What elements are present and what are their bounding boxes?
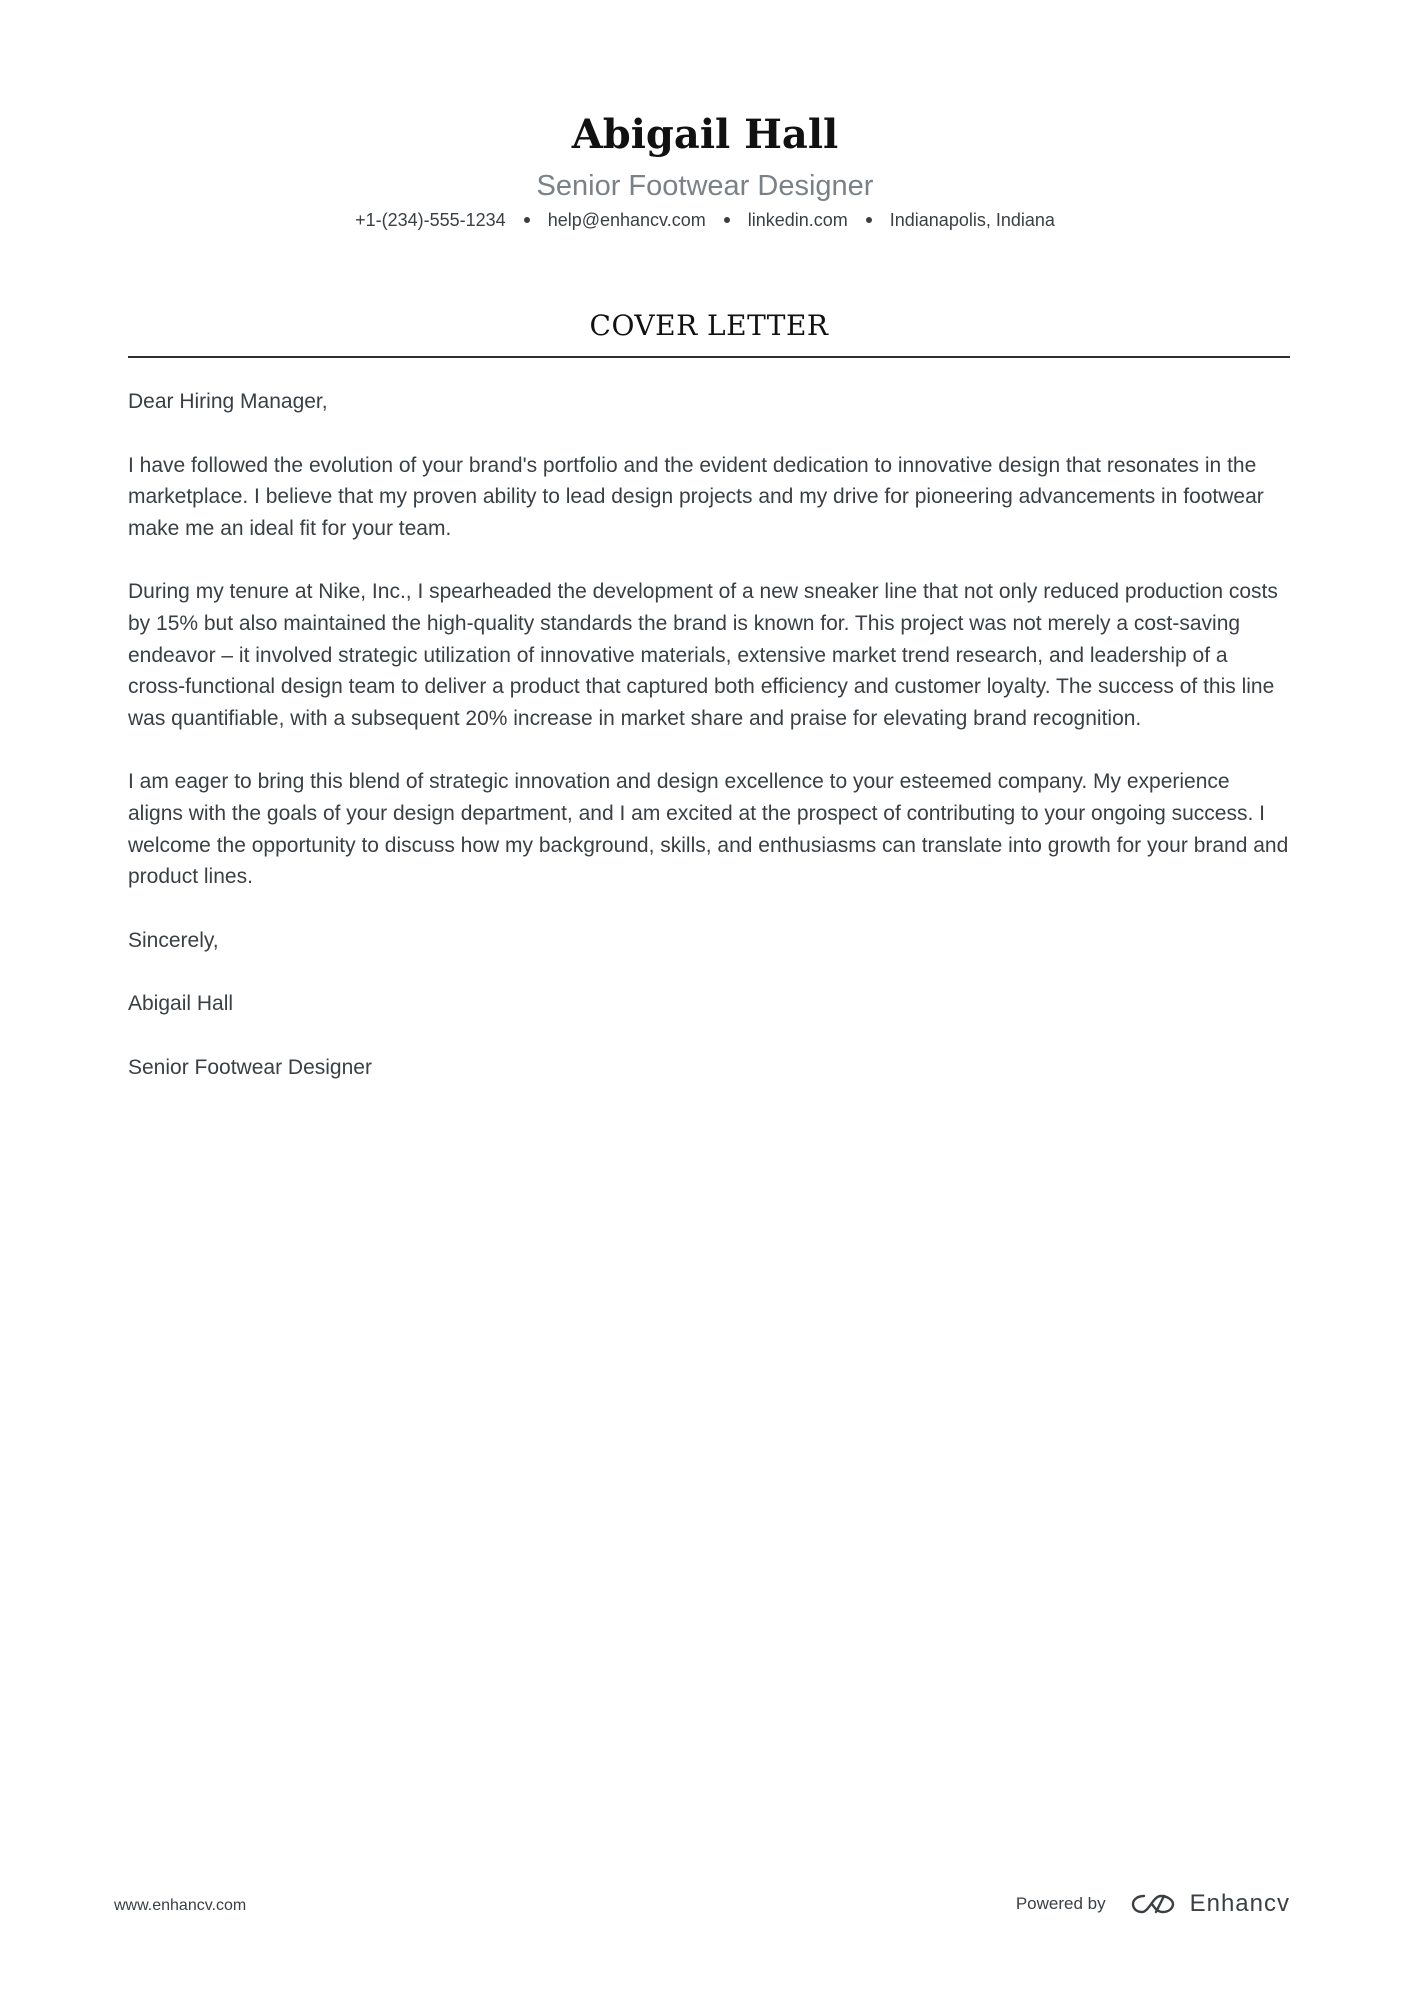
- letter-body: [128, 386, 1290, 1116]
- letter-paragraph: I am eager to bring this blend of strategic innovation and design excellence to your esteemed company. My experience aligns with the goals of your design department, and I am excited at the prospect of contributing to your ongoing success. I welcome the opportunity to discuss how my background, skills, and enthusiasms can translate into growth for your brand and product lines.: [128, 770, 1289, 889]
- footer-branding: [1016, 1890, 1290, 1918]
- applicant-name: Abigail Hall: [571, 111, 839, 158]
- contact-phone: +1-(234)-555-1234: [355, 210, 506, 230]
- applicant-title: Senior Footwear Designer: [536, 170, 874, 202]
- closing: Sincerely,: [128, 928, 219, 952]
- footer-website: www.enhancv.com: [114, 1897, 247, 1914]
- bullet-separator: [524, 217, 530, 223]
- salutation: Dear Hiring Manager,: [128, 390, 328, 413]
- section-divider: [128, 356, 1290, 358]
- bullet-separator: [866, 217, 872, 223]
- enhancv-logo-icon: [1130, 1891, 1176, 1917]
- contact-line: [0, 208, 1410, 232]
- letter-header: [0, 110, 1410, 232]
- contact-linkedin: linkedin.com: [747, 210, 848, 230]
- letter-paragraph: During my tenure at Nike, Inc., I spearheaded the development of a new sneaker line that not only reduced production costs by 15% but also maintained the high-quality standards the brand is known for. This project was not merely a cost-saving endeavor – it involved strategic utilization of innovative materials, extensive market trend research, and leadership of a cross-functional design team to deliver a product that captured both efficiency and customer loyalty. The success of this line was quantifiable, with a subsequent 20% increase in market share and praise for elevating brand recognition.: [128, 580, 1278, 730]
- section-title: COVER LETTER: [589, 309, 829, 342]
- letter-paragraph: I have followed the evolution of your brand's portfolio and the evident dedication to innovative design that resonates in the marketplace. I believe that my proven ability to lead design projects and my drive for pioneering advancements in footwear make me an ideal fit for your team.: [128, 453, 1264, 540]
- brand-name: Enhancv: [1189, 1890, 1290, 1917]
- signature-name: Abigail Hall: [128, 992, 234, 1016]
- powered-by-label: Powered by: [1015, 1894, 1106, 1913]
- signature-title: Senior Footwear Designer: [128, 1055, 372, 1079]
- contact-email: help@enhancv.com: [547, 210, 706, 230]
- contact-location: Indianapolis, Indiana: [889, 210, 1055, 230]
- bullet-separator: [724, 217, 730, 223]
